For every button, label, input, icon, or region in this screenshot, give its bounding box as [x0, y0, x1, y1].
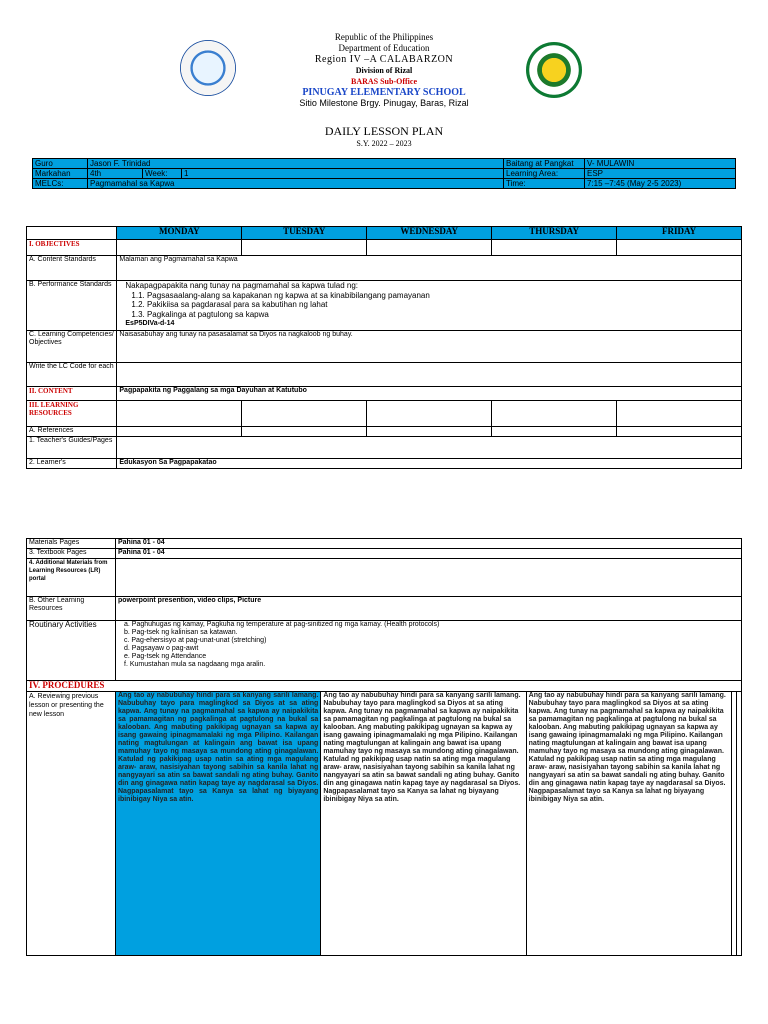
suboffice-line: BARAS Sub-Office [350, 77, 417, 86]
materials-value: Pahina 01 - 04 [116, 539, 742, 549]
day-friday: FRIDAY [617, 227, 742, 240]
wednesday-reviewing-text: Ang tao ay nabubuhay hindi para sa kanyang sarili lamang. Nabubuhay tayo para maglingkod sa Diyos at sa ating kapwa. Ang tunay na pagmamahal sa kapwa ay naipakikita sa pamamagitan ng pagkalinga at pagtulong na bukal sa kalooban. Ang mabuting pakikipag ugnayan sa kapwa ay isang gawaing ipinagmamalaki ng mga Pilipino. Kailangan nating magtulungan at kalingain ang bawat isa upang mamuhay tayo ng masaya sa mundong ating ginagalawan. Katulad ng pakikipag usap natin sa ating mga magulang araw- araw, nasisiyahan tayong sabihin sa kanila lahat ng nangyayari sa atin sa bawat sandali ng ating buhay. Ganito din ang ginagawa natin kapag taye ay nagdarasal sa Diyos. Nagpapasalamat tayo sa Kanya sa lahat ng biyayang ibinibigay Niya sa atin. [526, 692, 731, 956]
tuesday-reviewing-text: Ang tao ay nabubuhay hindi para sa kanyang sarili lamang. Nabubuhay tayo para maglingkod sa Diyos at sa ating kapwa. Ang tunay na pagmamahal sa kapwa ay naipakikita sa pamamagitan ng pagkalinga at pagtulong na bukal sa kalooban. Ang mabuting pakikipag ugnayan sa kapwa ay isang gawaing ipinagmamalaki ng mga Pilipino. Kailangan nating magtulungan at kalingain ang bawat isa upang mamuhay tayo ng masaya sa mundong ating ginagalawan. Katulad ng pakikipag usap natin sa ating mga magulang araw- araw, nasisiyahan tayong sabihin sa kanila lahat ng nangyayari sa atin sa bawat sandali ng ating buhay. Ganito din ang ginagawa natin kapag taye ay nagdarasal sa Diyos. Nagpapasalamat tayo sa Kanya sa lahat ng biyayang ibinibigay Niya sa atin. [321, 692, 526, 956]
competencies-value: Naisasabuhay ang tunay na pasasalamat sa Diyos na nagkaloob ng buhay. [117, 331, 742, 363]
day-wednesday: WEDNESDAY [367, 227, 492, 240]
school-year: S.Y. 2022 – 2023 [356, 139, 412, 148]
learners-label: 2. Learner's [27, 459, 117, 469]
perf-item-2: 1.2. Pakikiisa sa pagdarasal para sa kabutihan ng lahat [131, 300, 328, 309]
doc-title: DAILY LESSON PLAN [324, 124, 444, 138]
textbook-value: Pahina 01 - 04 [116, 549, 742, 559]
guro-label: Guro [33, 159, 88, 169]
republic-line: Republic of the Philippines [334, 32, 434, 42]
lesson-grid-page1 [26, 226, 742, 469]
region-line: Region IV –A CALABARZON [314, 54, 454, 65]
reviewing-label: A. Reviewing previous lesson or presenting the new lesson [27, 692, 116, 956]
routinary-item-e: e. Pag-tsek ng Attendance [124, 653, 207, 660]
performance-standards-label: B. Performance Standards [27, 281, 117, 331]
division-line: Division of Rizal [355, 66, 413, 75]
routinary-item-b: b. Pag-tsek ng kalinisan sa katawan. [124, 629, 238, 636]
lesson-grid-page2 [26, 538, 742, 956]
department-line: Department of Education [338, 43, 430, 53]
routinary-item-c: c. Pag-ehersisyo at pag-unat-unat (stretching) [124, 637, 267, 644]
info-table [32, 158, 736, 189]
content-value: Pagpapakita ng Paggalang sa mga Dayuhan at Katutubo [117, 387, 742, 401]
perf-code: EsP5DIVa-d-14 [125, 320, 175, 327]
references-label: A. References [27, 427, 117, 437]
additional-materials-label: 4. Additional Materials from Learning Resources (LR) portal [27, 559, 116, 597]
procedures-heading: IV. PROCEDURES [27, 681, 742, 692]
markahan-value: 4th [88, 169, 143, 179]
learning-area-label: Learning Area: [504, 169, 585, 179]
perf-item-3: 1.3. Pagkalinga at pagtulong sa kapwa [131, 309, 269, 319]
routinary-item-f: f. Kumustahan mula sa nagdaang mga aralin. [124, 661, 266, 668]
baitang-label: Baitang at Pangkat [504, 159, 585, 169]
monday-reviewing-text: Ang tao ay nabubuhay hindi para sa kanyang sarili lamang. Nabubuhay tayo para maglingkod sa Diyos at sa ating kapwa. Ang tunay na pagmamahal sa kapwa ay naipakikita sa pamamagitan ng pagkalinga at pagtulong na bukal sa kalooban. Ang mabuting pakikipag ugnayan sa kapwa ay isang gawaing ipinagmamalaki ng mga Pilipino. Kailangan nating magtulungan at kalingain ang bawat isa upang mamuhay tayo ng masaya sa mundong ating ginagalawan. Katulad ng pakikipag usap natin sa ating mga magulang araw- araw, nasisiyahan tayong sabihin sa kanila lahat ng nangyayari sa atin sa bawat sandali ng ating buhay. Ganito din ang ginagawa natin kapag taye ay nagdarasal sa Diyos. Nagpapasalamat tayo sa Kanya sa lahat ng biyayang ibinibigay Niya sa atin. [116, 692, 321, 956]
performance-standards-value [117, 281, 742, 331]
time-label: Time: [504, 179, 585, 189]
resources-heading: III. LEARNING RESOURCES [27, 401, 117, 427]
school-address: Sitio Milestone Brgy. Pinugay, Baras, Rizal [299, 98, 469, 108]
materials-label: Materials Pages [27, 539, 116, 549]
learners-value: Edukasyon Sa Pagpapakatao [117, 459, 742, 469]
other-resources-value: powerpoint presention, video clips, Picture [116, 597, 742, 621]
routinary-item-a: a. Paghuhugas ng kamay, Pagkuha ng temperature at pag-sinitized ng mga kamay. (Health protocols) [124, 621, 440, 628]
melcs-value: Pagmamahal sa Kapwa [88, 179, 504, 189]
school-name: PINUGAY ELEMENTARY SCHOOL [302, 87, 466, 98]
routinary-label: Routinary Activities [27, 621, 116, 681]
content-heading: II. CONTENT [27, 387, 117, 401]
lc-code-label: Write the LC Code for each [27, 363, 117, 387]
content-standards-value: Malaman ang Pagmamahal sa Kapwa [117, 256, 742, 281]
teachers-guides-label: 1. Teacher's Guides/Pages [27, 437, 117, 459]
melcs-label: MELCs: [33, 179, 88, 189]
week-value: 1 [182, 169, 504, 179]
markahan-label: Markahan [33, 169, 88, 179]
perf-item-1: 1.1. Pagsasaalang-alang sa kapakanan ng kapwa at sa kinabibilangang pamayanan [131, 290, 430, 300]
routinary-item-d: d. Pagsayaw o pag-awit [124, 645, 199, 652]
day-thursday: THURSDAY [492, 227, 617, 240]
content-standards-label: A. Content Standards [27, 256, 117, 281]
letterhead [0, 32, 768, 109]
baitang-value: V- MULAWIN [585, 159, 736, 169]
time-value: 7:15 –7:45 (May 2-5 2023) [585, 179, 736, 189]
competencies-label: C. Learning Competencies/ Objectives [27, 331, 117, 363]
day-tuesday: TUESDAY [242, 227, 367, 240]
textbook-label: 3. Textbook Pages [27, 549, 116, 559]
day-monday: MONDAY [117, 227, 242, 240]
corner-cell [27, 227, 117, 240]
objectives-heading: I. OBJECTIVES [27, 240, 117, 256]
week-label: Week: [143, 169, 182, 179]
guro-value: Jason F. Trinidad [88, 159, 504, 169]
perf-intro: Nakapagpapakita nang tunay na pagmamahal sa kapwa tulad ng: [125, 281, 358, 290]
routinary-list [116, 621, 742, 681]
other-resources-label: B. Other Learning Resources [27, 597, 116, 621]
learning-area-value: ESP [585, 169, 736, 179]
